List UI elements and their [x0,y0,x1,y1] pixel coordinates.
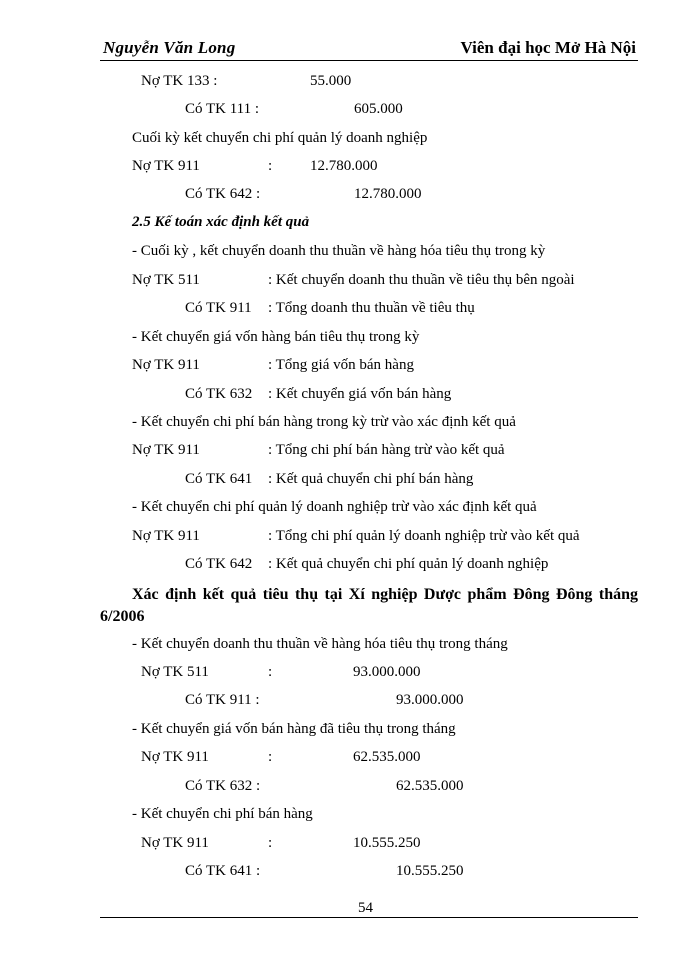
credit-account: Có TK 632 : [185,778,261,794]
text-line: - Cuối kỳ , kết chuyển doanh thu thuần về hàng hóa tiêu thụ trong kỳ [132,243,546,259]
debit-amount-133: 55.000 [310,73,352,89]
result-heading: Xác định kết quả tiêu thụ tại Xí nghiệp Dược phẩm Đông Đông tháng 6/2006 [100,586,638,625]
entry-description: : Tổng chi phí bán hàng trừ vào kết quả [268,442,505,458]
entry-description: : Kết chuyển doanh thu thuần về tiêu thụ bên ngoài [268,272,575,288]
credit-account: Có TK 911 : [185,692,260,708]
debit-account: Nợ TK 511 [132,272,200,288]
credit-account: Có TK 911 [185,300,252,316]
section-heading: 2.5 Kế toán xác định kết quả [132,214,310,230]
credit-account: Có TK 642 [185,556,253,572]
text-line: Cuối kỳ kết chuyển chi phí quản lý doanh nghiệp [132,130,428,146]
debit-amount: 10.555.250 [353,835,421,851]
debit-amount: 93.000.000 [353,664,421,680]
debit-amount: 12.780.000 [310,158,378,174]
credit-amount: 10.555.250 [396,863,464,879]
credit-amount-111: 605.000 [354,101,403,117]
footer-rule [100,917,638,918]
colon: : [268,664,273,680]
debit-account: Nợ TK 911 [132,528,200,544]
entry-description: : Tổng chi phí quản lý doanh nghiệp trừ vào kết quả [268,528,580,544]
credit-amount: 93.000.000 [396,692,464,708]
header-author: Nguyễn Văn Long [103,38,236,57]
entry-description: : Kết chuyển giá vốn bán hàng [268,386,452,402]
credit-account: Có TK 641 : [185,863,261,879]
entry-description: : Tổng doanh thu thuần về tiêu thụ [268,300,475,316]
entry-description: : Kết quả chuyển chi phí bán hàng [268,471,474,487]
debit-amount: 62.535.000 [353,749,421,765]
header-rule [100,60,638,61]
debit-account: Nợ TK 511 [141,664,209,680]
page-number: 54 [358,900,373,916]
text-line: - Kết chuyển chi phí bán hàng [132,806,313,822]
text-line: - Kết chuyển giá vốn bán hàng đã tiêu thụ trong tháng [132,721,456,737]
colon: : [268,749,273,765]
debit-account: Nợ TK 911 [141,835,209,851]
credit-account: Có TK 641 [185,471,253,487]
text-line: - Kết chuyển doanh thu thuần về hàng hóa tiêu thụ trong tháng [132,636,508,652]
entry-description: : Kết quả chuyển chi phí quản lý doanh nghiệp [268,556,549,572]
credit-account: Có TK 632 [185,386,253,402]
entry-description: : Tổng giá vốn bán hàng [268,357,414,373]
colon: : [268,835,273,851]
debit-account: Nợ TK 911 [132,158,200,174]
colon: : [268,158,273,174]
debit-account: Nợ TK 911 [132,442,200,458]
text-line: - Kết chuyển giá vốn hàng bán tiêu thụ trong kỳ [132,329,420,345]
credit-amount: 62.535.000 [396,778,464,794]
debit-account: Nợ TK 911 [141,749,209,765]
text-line: - Kết chuyển chi phí bán hàng trong kỳ trừ vào xác định kết quả [132,414,516,430]
credit-account-111: Có TK 111 : [185,101,260,117]
debit-account: Nợ TK 911 [132,357,200,373]
header-institution: Viên đại học Mở Hà Nội [460,38,636,57]
debit-account-133: Nợ TK 133 : [141,73,218,89]
text-line: - Kết chuyển chi phí quản lý doanh nghiệp trừ vào xác định kết quả [132,499,537,515]
credit-account: Có TK 642 : [185,186,261,202]
credit-amount: 12.780.000 [354,186,422,202]
